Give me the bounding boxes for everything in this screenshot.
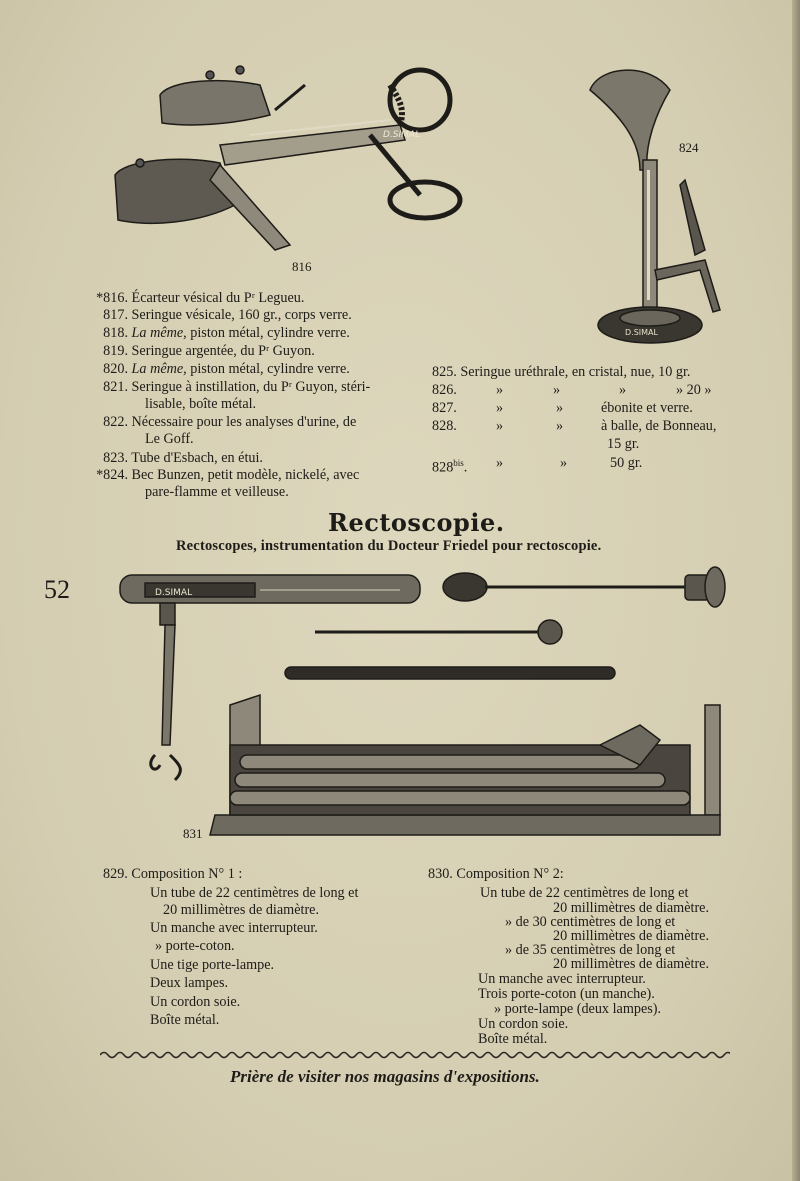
page-edge: [792, 0, 800, 1181]
item-828bis-text: 50 gr.: [610, 455, 643, 471]
item-827-number: 827.: [432, 400, 457, 416]
composition-829-line: Deux lampes.: [150, 975, 229, 991]
item-number: 817.: [103, 307, 128, 323]
bunsen-burner-illustration: [585, 60, 745, 355]
item-number: 825.: [432, 364, 457, 380]
ditto-mark: »: [556, 418, 564, 434]
composition-830-line: » de 35 centimètres de long et: [505, 942, 676, 958]
item-823: [92, 450, 263, 467]
composition-830-line: Trois porte-coton (un manche).: [478, 986, 655, 1002]
figure-label-816: 816: [292, 259, 312, 274]
maker-stamp-831: D.SIMAL: [155, 588, 193, 598]
item-818: [92, 325, 350, 342]
item-828-number: 828.: [432, 418, 457, 434]
section-subtitle: Rectoscopes, instrumentation du Docteur Friedel pour rectoscopie.: [176, 538, 602, 554]
composition-830-line: 20 millimètres de diamètre.: [553, 928, 710, 944]
item-827-text: ébonite et verre.: [601, 400, 693, 416]
composition-829-line: » porte-coton.: [155, 938, 235, 954]
figure-label-824: 824: [679, 140, 699, 155]
ditto-mark: »: [556, 400, 564, 416]
composition-829-line: Un cordon soie.: [150, 994, 241, 1010]
item-825: [432, 364, 690, 381]
retractor-illustration: [100, 55, 520, 270]
rectoscope-kit-illustration: [100, 565, 740, 855]
item-824-cont: pare-flamme et veilleuse.: [145, 484, 289, 500]
item-number: 820.: [103, 361, 128, 377]
composition-830-line: 20 millimètres de diamètre.: [553, 900, 710, 916]
item-text: Écarteur vésical du Pʳ Legueu.: [131, 290, 305, 306]
ditto-mark: »: [553, 382, 561, 398]
ditto-mark: »: [496, 455, 504, 471]
item-text: piston métal, cylindre verre.: [186, 325, 350, 341]
item-text: Nécessaire pour les analyses d'urine, de: [131, 414, 357, 430]
composition-829-heading: 829. Composition N° 1 :: [103, 866, 243, 882]
maker-stamp-816: D.SIMAL: [383, 130, 421, 140]
item-text: Seringue à instillation, du Pʳ Guyon, stéri-: [131, 379, 371, 395]
item-822: [92, 414, 356, 431]
maker-stamp-824: D.SIMAL: [625, 328, 658, 337]
composition-829-line: Une tige porte-lampe.: [150, 957, 275, 973]
item-text: Seringue argentée, du Pʳ Guyon.: [131, 343, 315, 359]
ditto-mark: »: [496, 400, 504, 416]
composition-830-line: » porte-lampe (deux lampes).: [494, 1001, 662, 1017]
ditto-mark: »: [560, 455, 568, 471]
item-text: Seringue uréthrale, en cristal, nue, 10 gr.: [460, 364, 691, 380]
item-number: 821.: [103, 379, 128, 395]
item-text: Seringue vésicale, 160 gr., corps verre.: [131, 307, 352, 323]
item-number-sup: bis: [453, 458, 464, 468]
page-number: 52: [44, 575, 70, 604]
footer-note: Prière de visiter nos magasins d'expositions.: [230, 1067, 540, 1086]
composition-830-line: 20 millimètres de diamètre.: [553, 956, 710, 972]
item-text: Tube d'Esbach, en étui.: [131, 450, 263, 466]
decorative-divider: [100, 1050, 730, 1060]
item-820: [92, 361, 350, 378]
item-821-cont: lisable, boîte métal.: [145, 396, 257, 412]
composition-829-line: 20 millimètres de diamètre.: [163, 902, 320, 918]
composition-830-line: » de 30 centimètres de long et: [505, 914, 676, 930]
item-821: [92, 379, 370, 396]
composition-830-line: Boîte métal.: [478, 1031, 548, 1047]
composition-829-line: Un manche avec interrupteur.: [150, 920, 318, 936]
composition-830-line: Un tube de 22 centimètres de long et: [480, 885, 689, 901]
item-text-italic: La même,: [131, 361, 187, 377]
item-text: Bec Bunzen, petit modèle, nickelé, avec: [131, 467, 360, 483]
item-819: [92, 343, 315, 360]
item-number: 822.: [103, 414, 128, 430]
item-text: piston métal, cylindre verre.: [186, 361, 350, 377]
item-number-dot: .: [463, 459, 468, 476]
composition-830-line: Un manche avec interrupteur.: [478, 971, 646, 987]
item-number: *824.: [96, 467, 128, 483]
composition-830-line: Un cordon soie.: [478, 1016, 569, 1032]
composition-829-line: Boîte métal.: [150, 1012, 220, 1028]
item-number: *816.: [96, 290, 128, 306]
composition-830-heading: 830. Composition N° 2:: [428, 866, 564, 882]
ditto-mark: »: [619, 382, 627, 398]
item-828bis-number: [432, 455, 467, 477]
item-number: 818.: [103, 325, 128, 341]
item-817: [92, 307, 352, 324]
item-826-text: » 20 »: [676, 382, 712, 398]
item-828-cont: 15 gr.: [607, 436, 640, 452]
item-822-cont: Le Goff.: [145, 431, 194, 447]
figure-label-831: 831: [183, 826, 203, 841]
item-text-italic: La même,: [131, 325, 187, 341]
item-824: [92, 467, 359, 484]
item-number: 819.: [103, 343, 128, 359]
item-816: [92, 290, 304, 307]
ditto-mark: »: [496, 382, 504, 398]
composition-829-line: Un tube de 22 centimètres de long et: [150, 885, 359, 901]
item-828-text: à balle, de Bonneau,: [601, 418, 717, 434]
item-number: 823.: [103, 450, 128, 466]
item-number: 828: [432, 459, 454, 476]
item-826-number: 826.: [432, 382, 457, 398]
ditto-mark: »: [496, 418, 504, 434]
section-title: Rectoscopie.: [328, 508, 505, 537]
